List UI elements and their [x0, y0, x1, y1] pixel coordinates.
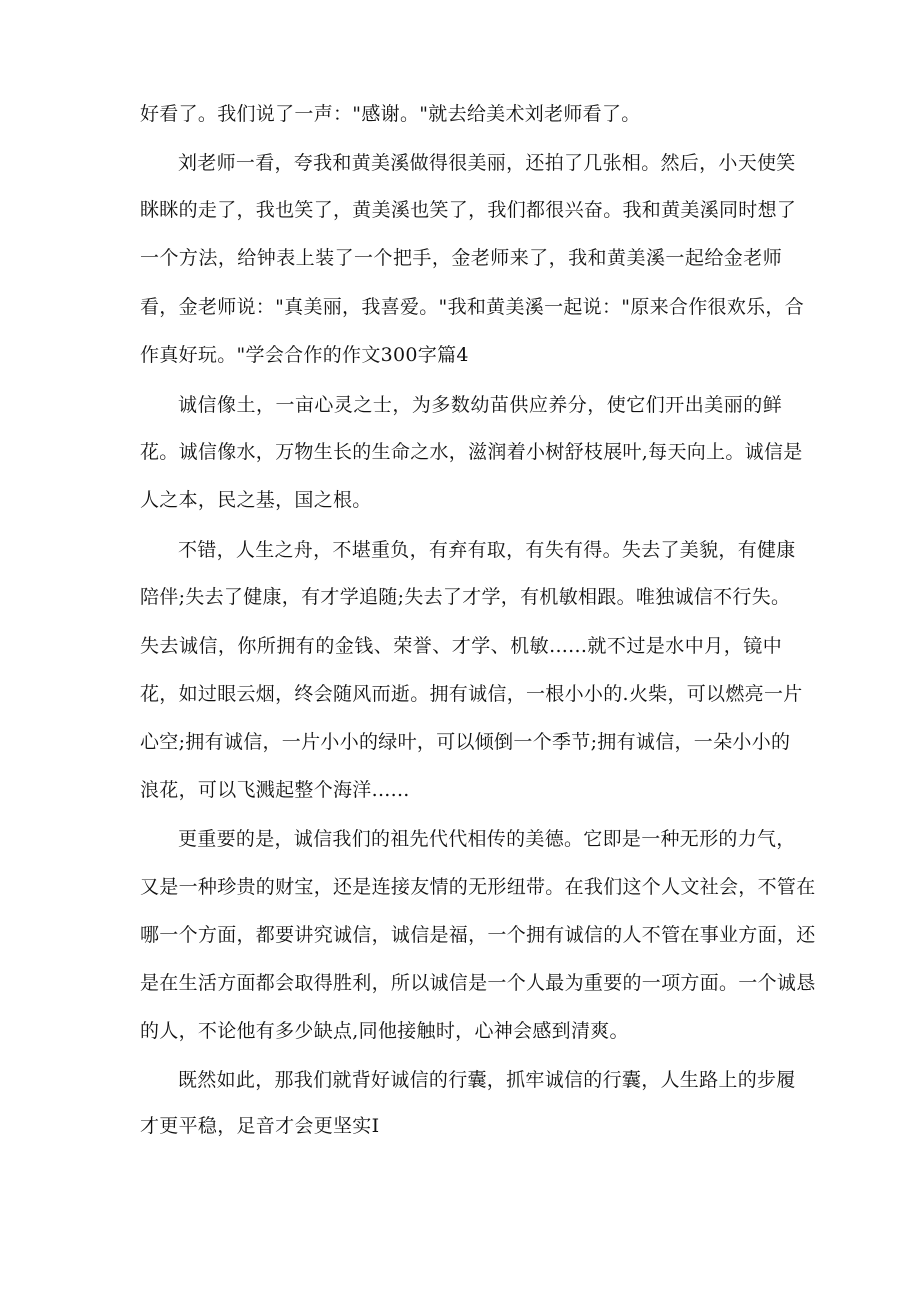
text-line: 心空;拥有诚信，一片小小的绿叶，可以倾倒一个季节;拥有诚信，一朵小小的 [140, 731, 791, 753]
text-line: 花。诚信像水，万物生长的生命之水，滋润着小树舒枝展叶,每天向上。诚信是 [140, 441, 803, 463]
text-line: 不错，人生之舟，不堪重负，有弃有取，有失有得。失去了美貌，有健康 [178, 539, 796, 561]
text-line: 诚信像土，一亩心灵之士，为多数幼苗供应养分，使它们开出美丽的鲜 [178, 394, 782, 416]
text-line: 花，如过眼云烟，终会随风而逝。拥有诚信，一根小小的.火柴，可以燃亮一片 [140, 683, 803, 705]
text-line: 一个方法，给钟表上装了一个把手，金老师来了，我和黄美溪一起给金老师 [140, 247, 782, 269]
text-line: 看，金老师说："真美丽，我喜爱。"我和黄美溪一起说："原来合作很欢乐，合 [140, 296, 805, 318]
text-line: 才更平稳，足音才会更坚实I [140, 1115, 380, 1137]
text-line: 人之本，民之基，国之根。 [140, 489, 372, 511]
text-line: 是在生活方面都会取得胜利，所以诚信是一个人最为重要的一项方面。一个诚恳 [140, 972, 816, 994]
text-line: 的人，不论他有多少缺点,同他接触时，心神会感到清爽。 [140, 1020, 629, 1042]
text-line: 眯眯的走了，我也笑了，黄美溪也笑了，我们都很兴奋。我和黄美溪同时想了 [140, 199, 797, 221]
text-line: 陪伴;失去了健康，有才学追随;失去了才学，有机敏相跟。唯独诚信不行失。 [140, 586, 791, 608]
text-line: 既然如此，那我们就背好诚信的行囊，抓牢诚信的行囊，人生路上的步履 [178, 1069, 796, 1091]
text-line: 又是一种珍贵的财宝，还是连接友情的无形纽带。在我们这个人文社会，不管在 [140, 876, 816, 898]
text-line: 好看了。我们说了一声："感谢。"就去给美术刘老师看了。 [140, 103, 641, 125]
text-line: 更重要的是，诚信我们的祖先代代相传的美德。它即是一种无形的力气， [178, 828, 796, 850]
text-line: 失去诚信，你所拥有的金钱、荣誉、才学、机敏......就不过是水中月，镜中 [140, 635, 782, 657]
text-line: 刘老师一看，夸我和黄美溪做得很美丽，还拍了几张相。然后，小天使笑 [178, 152, 796, 174]
text-line: 哪一个方面，都要讲究诚信，诚信是福，一个拥有诚信的人不管在事业方面，还 [140, 924, 816, 946]
text-line: 浪花，可以飞溅起整个海洋...... [140, 779, 410, 801]
text-line: 作真好玩。"学会合作的作文300字篇4 [140, 344, 469, 366]
